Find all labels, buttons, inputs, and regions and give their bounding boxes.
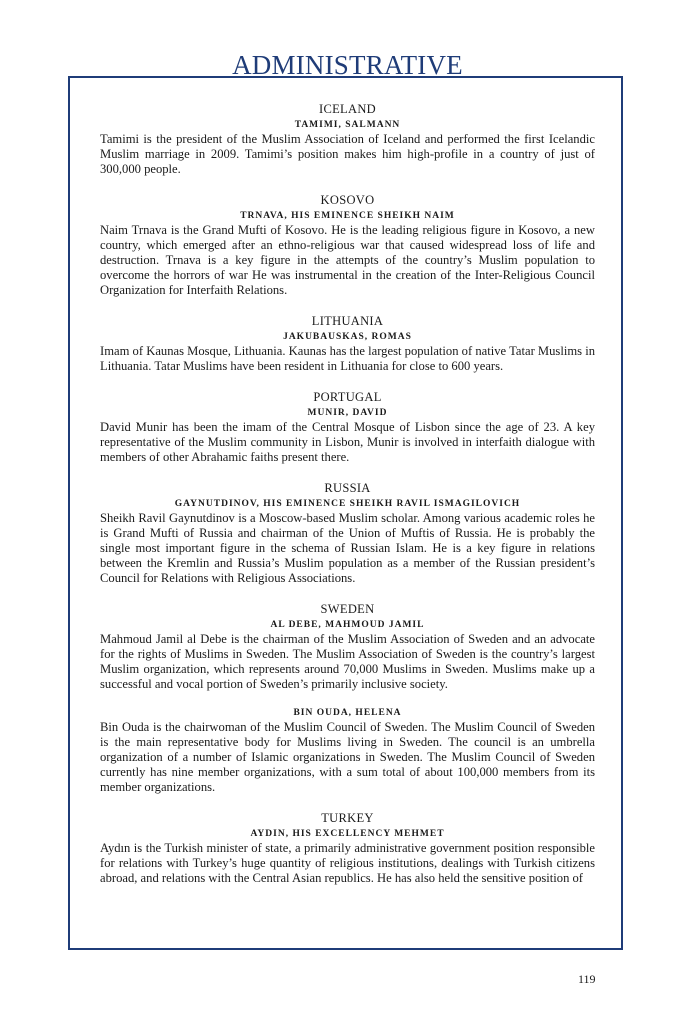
person-entry <box>100 210 595 298</box>
person-name: AYDIN, HIS EXCELLENCY MEHMET <box>250 829 445 839</box>
section-lithuania <box>100 313 595 374</box>
person-name: TRNAVA, HIS EMINENCE SHEIKH NAIM <box>240 211 455 221</box>
country-heading: SWEDEN <box>320 602 375 616</box>
country-heading: LITHUANIA <box>311 314 384 328</box>
person-bio: Bin Ouda is the chairwoman of the Muslim Council of Sweden. The Muslim Council of Sweden is the main representative body for Muslims living in Sweden. The council is an umbrella organization of a number of Islamic organizations in Sweden. The Muslim Council of Sweden currently has nine member organizations, with a sum total of about 100,000 members from its member organizations. <box>100 720 595 794</box>
person-bio: Mahmoud Jamil al Debe is the chairman of the Muslim Association of Sweden and an advocate for the rights of Muslims in Sweden. The Muslim Association of Sweden is the country’s largest Muslim organization, which represents around 70,000 Muslims in Sweden. Muslims make up a successful and vocal portion of Sweden’s primarily inclusive society. <box>100 632 595 691</box>
person-entry <box>100 707 595 795</box>
person-bio: David Munir has been the imam of the Central Mosque of Lisbon since the age of 23. A key representative of the Muslim community in Lisbon, Munir is involved in interfaith dialogue with members of other Abrahamic faiths present there. <box>100 420 595 464</box>
person-bio: Sheikh Ravil Gaynutdinov is a Moscow-based Muslim scholar. Among various academic roles he is Grand Mufti of Russia and chairman of the Union of Muftis of Russia. He is probably the single most important figure in the schema of Russian Islam. He is a key figure in relations between the Kremlin and Russia’s Muslim population as a member of the Russian president’s Council for Relations with Religious Associations. <box>100 511 595 585</box>
country-heading: ICELAND <box>319 102 376 116</box>
person-entry <box>100 619 595 692</box>
country-heading: TURKEY <box>321 811 374 825</box>
person-name: BIN OUDA, HELENA <box>293 708 402 718</box>
person-bio: Aydın is the Turkish minister of state, a primarily administrative government position responsible for relations with Turkey’s huge quantity of religious institutions, dealings with Turkish citizens abroad, and relations with the Central Asian republics. He has also held the sensitive position of <box>100 841 595 885</box>
section-kosovo <box>100 192 595 298</box>
article-content <box>100 101 595 901</box>
page-number: 119 <box>578 972 596 986</box>
person-name: AL DEBE, MAHMOUD JAMIL <box>270 620 425 630</box>
page-title: ADMINISTRATIVE <box>232 50 463 80</box>
person-bio: Tamimi is the president of the Muslim Association of Iceland and performed the first Icelandic Muslim marriage in 2009. Tamimi’s position makes him high-profile in a country of just of 300,000 people. <box>100 132 595 176</box>
country-heading: RUSSIA <box>324 481 371 495</box>
person-entry <box>100 828 595 886</box>
person-bio: Naim Trnava is the Grand Mufti of Kosovo. He is the leading religious figure in Kosovo, a new country, which emerged after an ethno-religious war that caused widespread loss of life and destruction. Trnava is a key figure in the attempts of the country’s Muslim population to overcome the horrors of war He was instrumental in the creation of the Inter-Religious Council Organization for Interfaith Relations. <box>100 223 595 297</box>
section-iceland <box>100 101 595 177</box>
person-name: GAYNUTDINOV, HIS EMINENCE SHEIKH RAVIL ISMAGILOVICH <box>174 499 521 509</box>
section-turkey <box>100 810 595 886</box>
person-name: JAKUBAUSKAS, ROMAS <box>283 332 412 342</box>
person-bio: Imam of Kaunas Mosque, Lithuania. Kaunas has the largest population of native Tatar Muslims in Lithuania. Tatar Muslims have been resident in Lithuania for close to 600 years. <box>100 344 595 373</box>
person-entry <box>100 119 595 177</box>
country-heading: KOSOVO <box>320 193 375 207</box>
person-name: TAMIMI, SALMANN <box>294 120 401 130</box>
person-name: MUNIR, DAVID <box>307 408 388 418</box>
country-heading: PORTUGAL <box>313 390 382 404</box>
section-sweden <box>100 601 595 795</box>
person-entry <box>100 331 595 374</box>
person-entry <box>100 498 595 586</box>
section-portugal <box>100 389 595 465</box>
section-russia <box>100 480 595 586</box>
person-entry <box>100 407 595 465</box>
